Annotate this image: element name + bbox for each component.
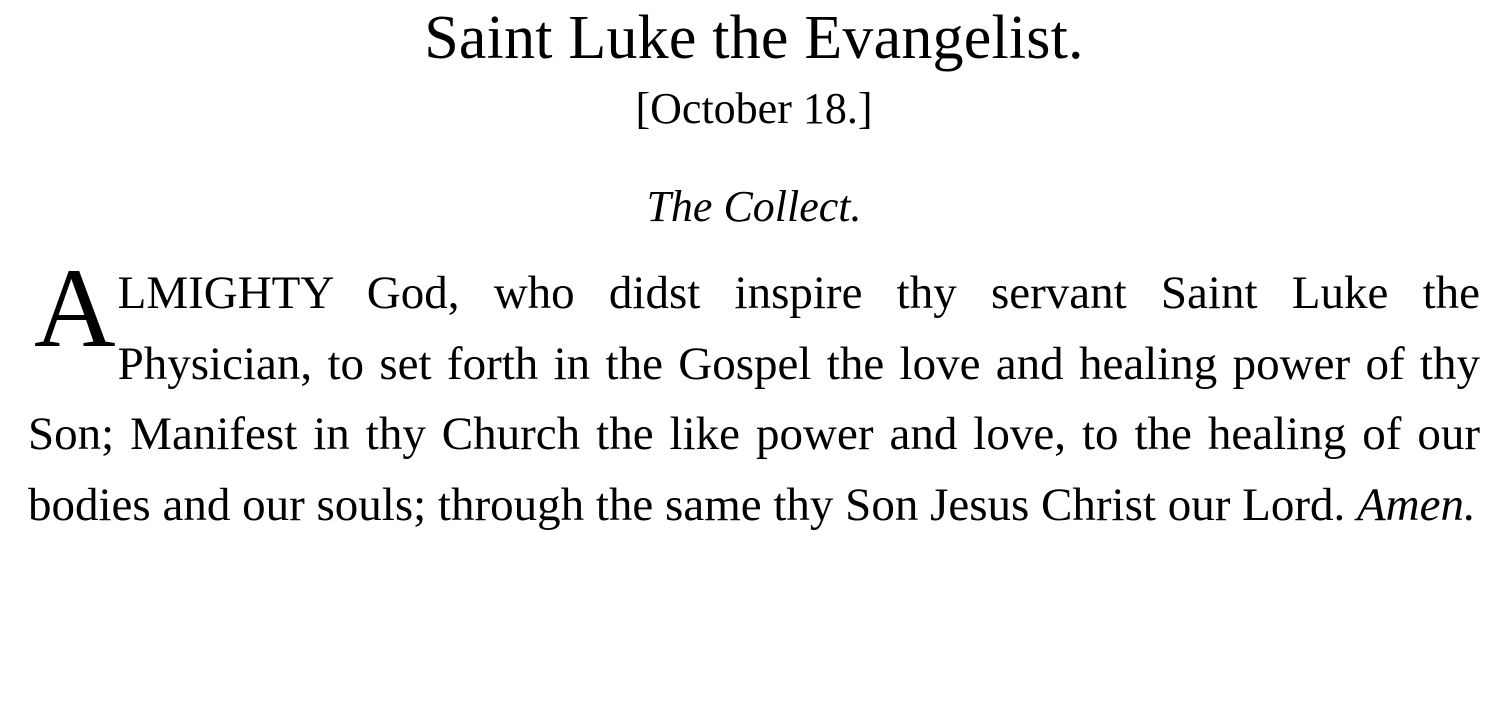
collect-amen: Amen. [1356,478,1476,531]
page-title: Saint Luke the Evangelist. [424,4,1084,72]
feast-date-line: [October 18.] [635,84,873,134]
collect-lead-word: LMIGHTY [117,267,333,320]
section-heading-collect: The Collect. [646,182,862,232]
drop-cap-letter: A [34,246,116,372]
collect-paragraph [28,246,1480,540]
collect-body-text: God, who didst inspire thy servant Saint Luke the Physician, to set forth in the Gospel the love and healing power of thy Son; Manifest in thy Church the like power and love, to the healing of our bodies and our souls; through the same thy Son Jesus Christ our Lord. [28,267,1480,531]
